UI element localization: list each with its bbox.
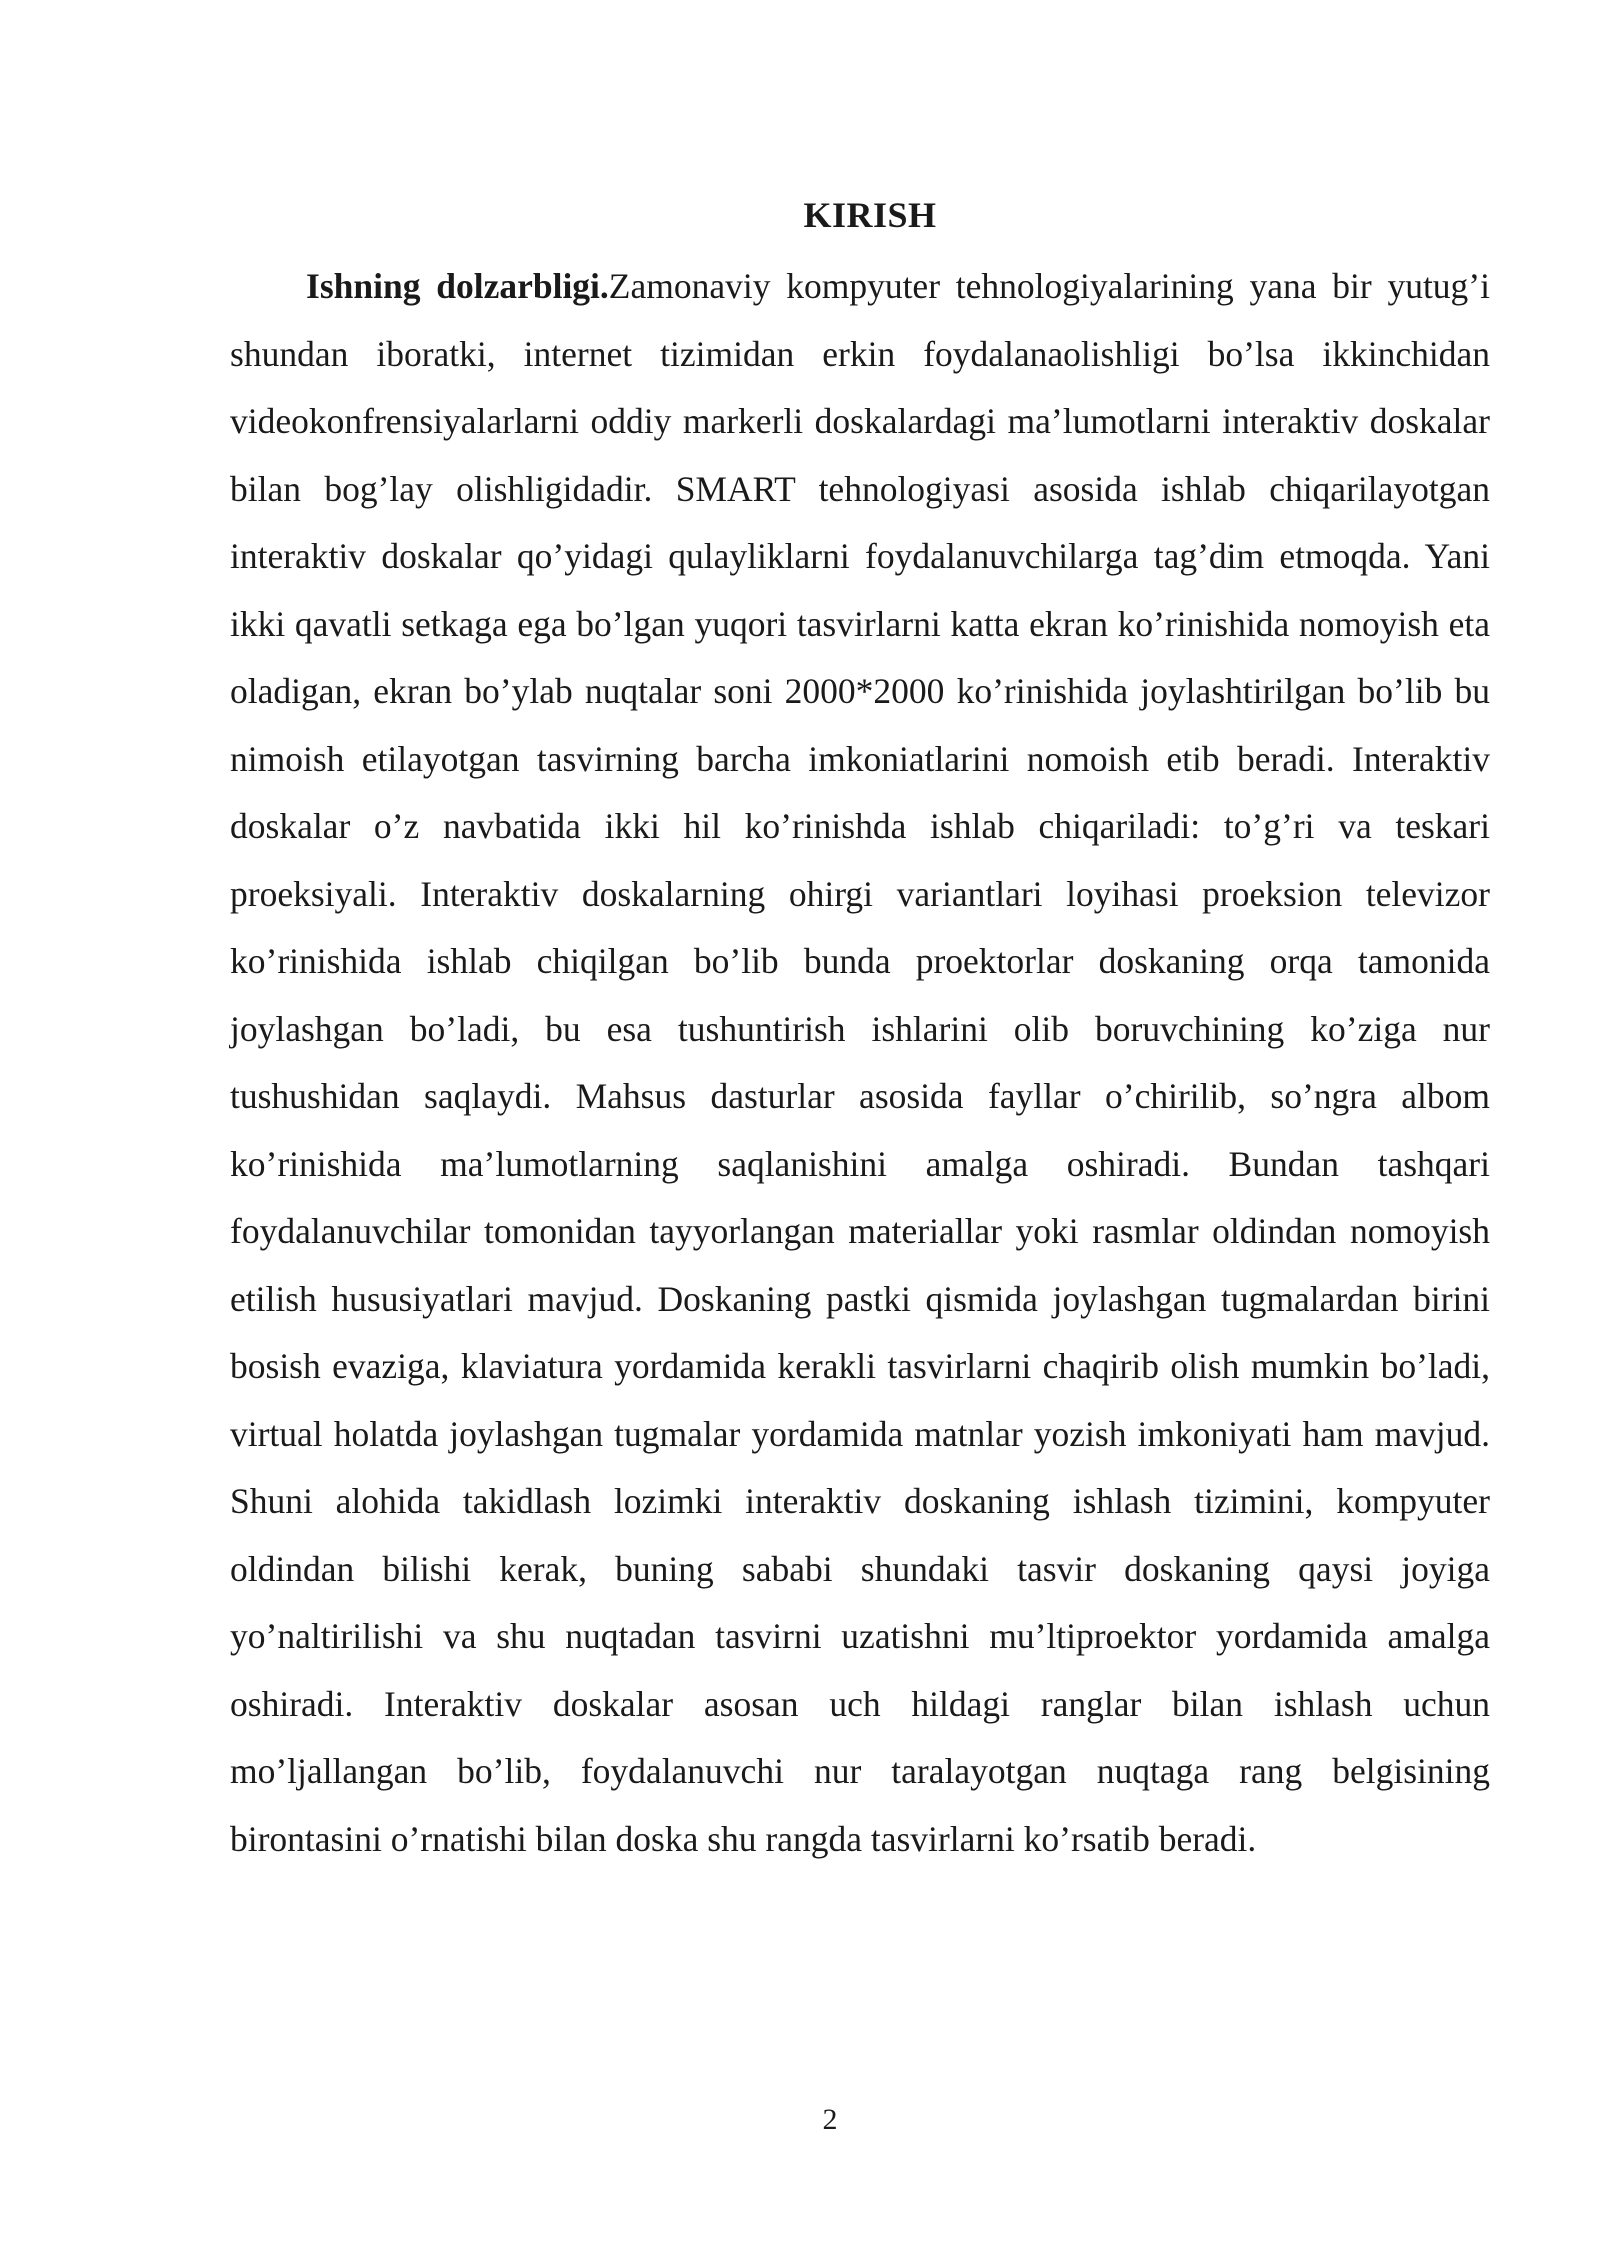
section-heading: KIRISH [803,195,937,235]
page-number: 2 [822,2103,838,2136]
body-paragraph [230,253,1490,1873]
document-page [230,185,1490,1873]
paragraph-lead: Ishning dolzarbligi. [306,266,609,306]
paragraph-text: Zamonaviy kompyuter tehnologiyalarining yana bir yutug’i shundan iboratki, internet tizimidan erkin foydalanaolishligi bo’lsa ikkinchidan videokonfrensiyalarlarni oddiy markerli doskalardagi ma’lumotlarni interaktiv doskalar bilan bog’lay olishligidadir. SMART tehnologiyasi asosida ishlab chiqarilayotgan interaktiv doskalar qo’yidagi qulayliklarni foydalanuvchilarga tag’dim etmoqda. Yani ikki qavatli setkaga ega bo’lgan yuqori tasvirlarni katta ekran ko’rinishida nomoyish eta oladigan, ekran bo’ylab nuqtalar soni 2000*2000 ko’rinishida joylashtirilgan bo’lib bu nimoish etilayotgan tasvirning barcha imkoniatlarini nomoish etib beradi. Interaktiv doskalar o’z navbatida ikki hil ko’rinishda ishlab chiqariladi: to’g’ri va teskari proeksiyali. Interaktiv doskalarning ohirgi variantlari loyihasi proeksion televizor ko’rinishida ishlab chiqilgan bo’lib bunda proektorlar doskaning orqa tamonida joylashgan bo’ladi, bu esa tushuntirish ishlarini olib boruvchining ko’ziga nur tushushidan saqlaydi. Mahsus dasturlar asosida fayllar o’chirilib, so’ngra albom ko’rinishida ma’lumotlarning saqlanishini amalga oshiradi. Bundan tashqari foydalanuvchilar tomonidan tayyorlangan materiallar yoki rasmlar oldindan nomoyish etilish hususiyatlari mavjud. Doskaning pastki qismida joylashgan tugmalardan birini bosish evaziga, klaviatura yordamida kerakli tasvirlarni chaqirib olish mumkin bo’ladi, virtual holatda joylashgan tugmalar yordamida matnlar yozish imkoniyati ham mavjud. Shuni alohida takidlash lozimki interaktiv doskaning ishlash tizimini, kompyuter oldindan bilishi kerak, buning sababi shundaki tasvir doskaning qaysi joyiga yo’naltirilishi va shu nuqtadan tasvirni uzatishni mu’ltiproektor yordamida amalga oshiradi. Interaktiv doskalar asosan uch hildagi ranglar bilan ishlash uchun mo’ljallangan bo’lib, foydalanuvchi nur taralayotgan nuqtaga rang belgisining birontasini o’rnatishi bilan doska shu rangda tasvirlarni ko’rsatib beradi. [230,266,1490,1859]
